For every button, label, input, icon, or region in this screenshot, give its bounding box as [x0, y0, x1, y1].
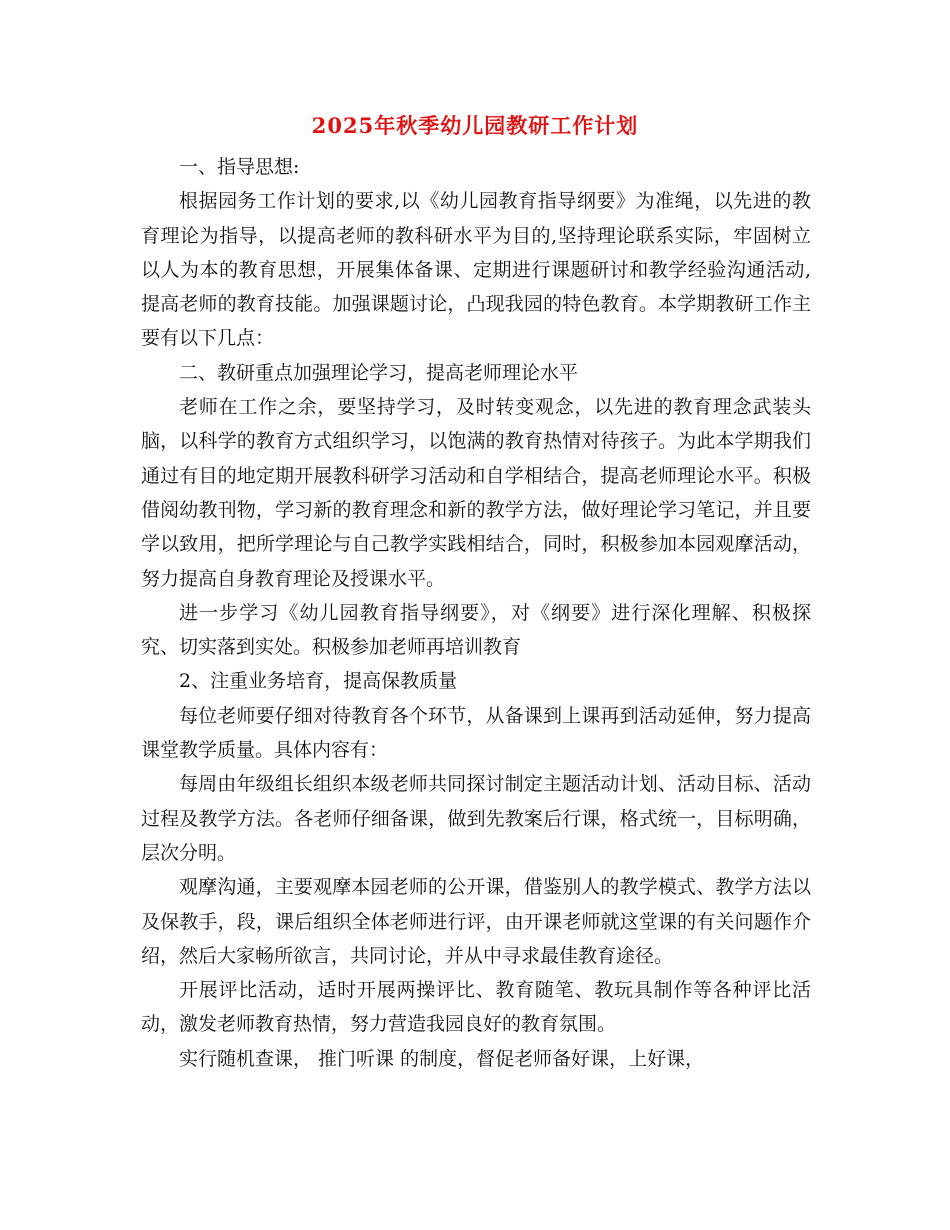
document-title: 2025年秋季幼儿园教研工作计划	[311, 113, 639, 138]
paragraph: 老师在工作之余，要坚持学习，及时转变观念，以先进的教育理念武装头脑，以科学的教育方式组织学习，以饱满的教育热情对待孩子。为此本学期我们通过有目的地定期开展教科研学习活动和自学相结合，提高老师理论水平。积极借阅幼教刊物，学习新的教育理念和新的教学方法，做好理论学习笔记，并且要学以致用，把所学理论与自己教学实践相结合，同时，积极参加本园观摩活动，努力提高自身教育理论及授课水平。	[141, 396, 811, 590]
section-heading-research-focus: 二、教研重点加强理论学习，提高老师理论水平	[179, 361, 579, 384]
paragraph: 实行随机查课， 推门听课 的制度，督促老师备好课，上好课，	[179, 1047, 705, 1070]
paragraph: 观摩沟通，主要观摩本园老师的公开课，借鉴别人的教学模式、教学方法以及保教手，段，课后组织全体老师进行评，由开课老师就这堂课的有关问题作介绍，然后大家畅所欲言，共同讨论，并从中寻求最佳教育途径。	[141, 876, 811, 967]
section-heading-training: 2、注重业务培育，提高保教质量	[179, 670, 458, 693]
paragraph: 每周由年级组长组织本级老师共同探讨制定主题活动计划、活动目标、活动过程及教学方法。各老师仔细备课，做到先教案后行课，格式统一，目标明确，层次分明。	[141, 773, 811, 864]
paragraph: 根据园务工作计划的要求,以《幼儿园教育指导纲要》为准绳，以先进的教育理论为指导，以提高老师的教科研水平为目的,坚持理论联系实际，牢固树立以人为本的教育思想，开展集体备课、定期进行课题研讨和教学经验沟通活动,提高老师的教育技能。加强课题讨论，凸现我园的特色教育。本学期教研工作主要有以下几点：	[141, 190, 811, 350]
section-heading-guiding-ideology: 一、指导思想:	[179, 156, 300, 178]
paragraph: 进一步学习《幼儿园教育指导纲要》，对《纲要》进行深化理解、积极探究、切实落到实处。积极参加老师再培训教育	[141, 601, 811, 659]
document-body	[141, 150, 811, 1076]
paragraph: 每位老师要仔细对待教育各个环节，从备课到上课再到活动延伸，努力提高课堂教学质量。具体内容有：	[141, 704, 811, 762]
paragraph: 开展评比活动，适时开展两操评比、教育随笔、教玩具制作等各种评比活动，激发老师教育热情，努力营造我园良好的教育氛围。	[141, 979, 811, 1036]
